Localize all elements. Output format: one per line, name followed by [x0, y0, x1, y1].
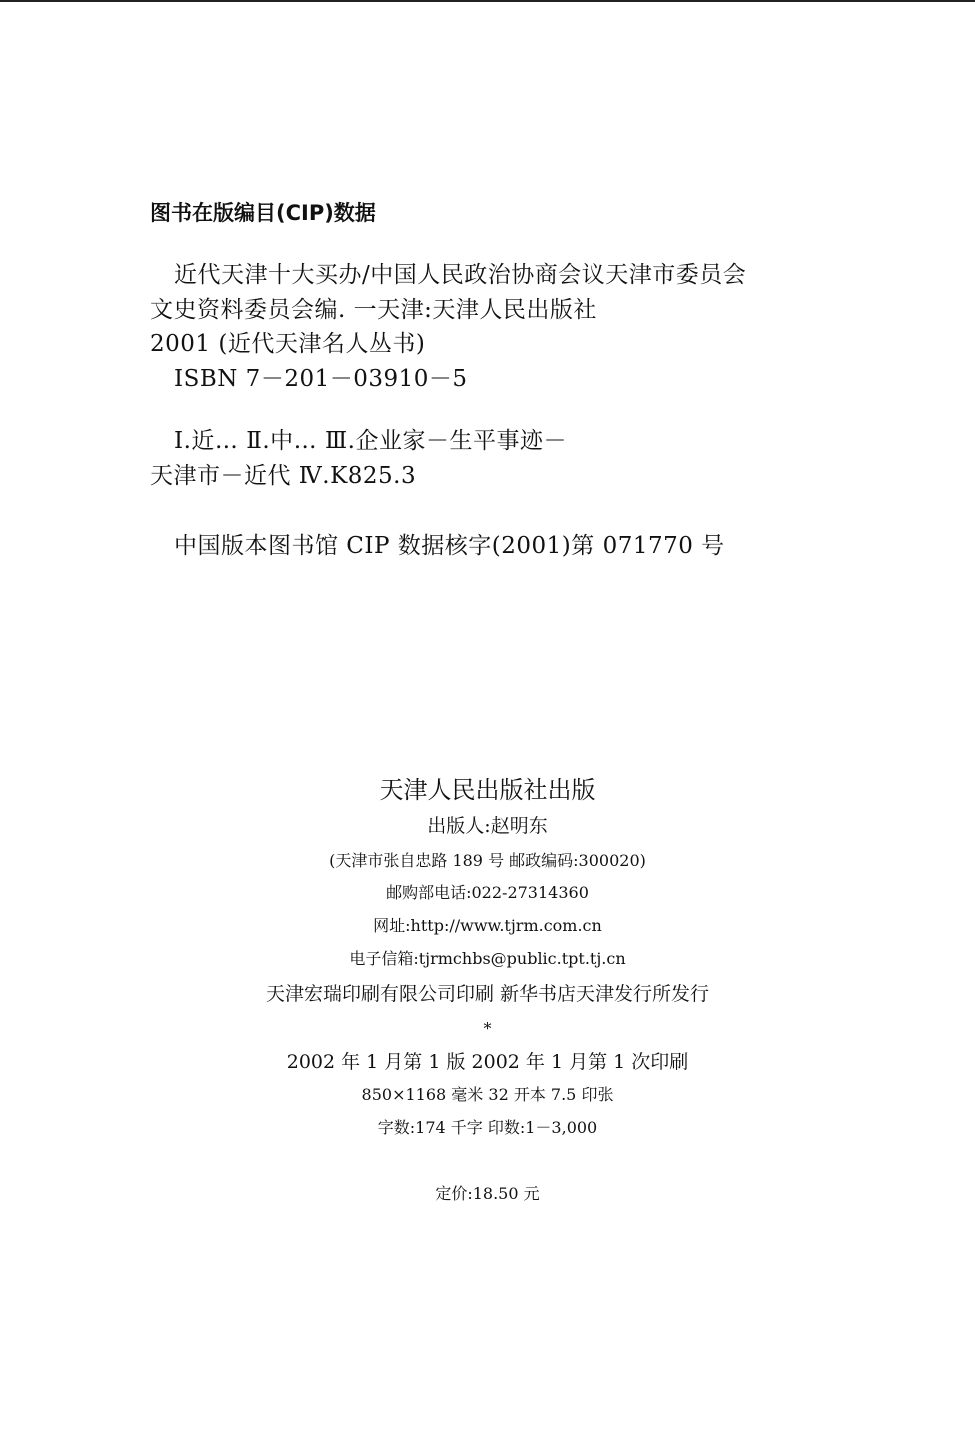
mail-order-phone: 邮购部电话:022-27314360: [386, 883, 589, 902]
top-border-rule: [0, 0, 975, 2]
cip-subject-line-2: 天津市－近代 Ⅳ.K825.3: [150, 463, 417, 489]
edition-info: 2002 年 1 月第 1 版 2002 年 1 月第 1 次印刷: [286, 1051, 689, 1073]
publisher-name: 天津人民出版社出版: [379, 776, 596, 804]
cip-title-line-2: 文史资料委员会编. 一天津:天津人民出版社: [150, 297, 597, 323]
cip-heading: 图书在版编目(CIP)数据: [150, 201, 376, 225]
cip-title-line-3: 2001 (近代天津名人丛书): [150, 331, 426, 357]
publisher-person: 出版人:赵明东: [427, 815, 548, 837]
price: 定价:18.50 元: [435, 1184, 540, 1203]
website: 网址:http://www.tjrm.com.cn: [373, 916, 602, 935]
cip-subject-line-1: Ⅰ.近… Ⅱ.中… Ⅲ.企业家－生平事迹－: [174, 428, 567, 454]
separator-asterisk: *: [483, 1019, 492, 1038]
cip-verification-number: 中国版本图书馆 CIP 数据核字(2001)第 071770 号: [174, 533, 725, 559]
format-info: 850×1168 毫米 32 开本 7.5 印张: [361, 1085, 614, 1104]
word-count-print-run: 字数:174 千字 印数:1－3,000: [377, 1118, 598, 1137]
publisher-address: (天津市张自忠路 189 号 邮政编码:300020): [329, 851, 646, 870]
printer-distributor: 天津宏瑞印刷有限公司印刷 新华书店天津发行所发行: [265, 983, 710, 1005]
email: 电子信箱:tjrmchbs@public.tpt.tj.cn: [349, 949, 626, 968]
cip-title-line-1: 近代天津十大买办/中国人民政治协商会议天津市委员会: [174, 262, 747, 288]
cip-isbn: ISBN 7－201－03910－5: [174, 366, 468, 392]
